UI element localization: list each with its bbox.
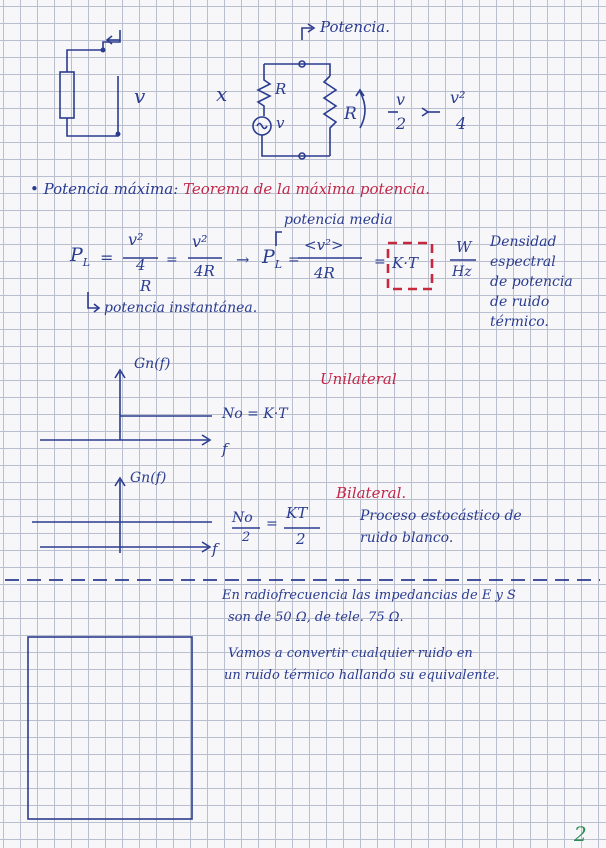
graph2-ylabel: Gn(f) xyxy=(130,470,167,486)
arrow-1: → xyxy=(236,250,250,269)
eq-1: = xyxy=(100,248,114,267)
density-note-line: Densidad xyxy=(490,234,557,250)
density-note-line: de ruido xyxy=(490,294,550,310)
graph1-ylabel: Gn(f) xyxy=(134,356,171,372)
quarter-power-num: v² xyxy=(450,88,466,107)
voltage-label: v xyxy=(134,84,146,108)
graph2-level-num: No xyxy=(232,510,253,526)
text-line-4: un ruido térmico hallando su equivalente. xyxy=(224,668,500,683)
graph2-note-2: ruido blanco. xyxy=(360,530,454,546)
drawing-box xyxy=(28,637,192,819)
bullet: • xyxy=(30,180,39,198)
potencia-media-label: potencia media xyxy=(284,212,393,228)
potencia-label: Potencia. xyxy=(320,18,390,36)
density-note-line: de potencia xyxy=(490,274,573,290)
eq-2: = xyxy=(166,252,178,268)
four-r-den-2: 4R xyxy=(314,264,335,282)
heading-prefix: Potencia máxima: xyxy=(43,180,179,198)
eq-4: = xyxy=(374,254,386,270)
pl-symbol: $P_L$ xyxy=(70,244,91,269)
v2-num-b: v² xyxy=(192,232,208,251)
graph2-note-1: Proceso estocástico de xyxy=(360,508,522,524)
text-line-3: Vamos a convertir cualquier ruido en xyxy=(228,646,473,661)
source-voltage-label: v xyxy=(276,114,285,132)
density-note xyxy=(490,232,573,332)
eq-3: = xyxy=(288,252,300,268)
section-heading xyxy=(30,180,430,198)
v2-num: v² xyxy=(128,230,144,249)
load-resistor-label: R xyxy=(344,104,357,124)
graph2-eq: = xyxy=(266,516,278,532)
four-r-den: 4R xyxy=(194,262,215,280)
graph1-level: No = K·T xyxy=(222,406,288,422)
graph1-xlabel: f xyxy=(222,440,228,458)
heading-title: Teorema de la máxima potencia. xyxy=(183,180,431,198)
potencia-instantanea-label: potencia instantánea. xyxy=(104,300,258,316)
graph1-axes xyxy=(40,370,212,445)
text-line-2: son de 50 Ω, de tele. 75 Ω. xyxy=(228,610,404,625)
density-note-line: espectral xyxy=(490,254,556,270)
left-circuit xyxy=(60,30,121,137)
graph2-kt-num: KT xyxy=(286,504,308,522)
r-den: R xyxy=(140,277,152,295)
pl-symbol-2: $P_L$ xyxy=(262,246,283,271)
half-voltage-den: 2 xyxy=(396,114,407,133)
graph2-title: Bilateral. xyxy=(336,484,407,502)
mean-v2: <v²> xyxy=(304,236,344,254)
graph2-level-den: 2 xyxy=(242,530,251,545)
kt-value: K·T xyxy=(392,254,418,272)
graph1-title: Unilateral xyxy=(320,370,397,388)
half-voltage-num: v xyxy=(396,90,406,109)
graph2-kt-den: 2 xyxy=(296,530,306,548)
graph2-xlabel: f xyxy=(212,540,218,558)
times-mark: x xyxy=(216,82,228,106)
four-den: 4 xyxy=(136,256,146,274)
unit-hz: Hz xyxy=(452,264,472,280)
density-note-line: térmico. xyxy=(490,314,549,330)
page-number: 2 xyxy=(574,822,587,846)
source-resistor-label: R xyxy=(275,80,287,98)
text-line-1: En radiofrecuencia las impedancias de E y S xyxy=(222,588,516,603)
quarter-power-den: 4 xyxy=(456,114,467,133)
unit-w: W xyxy=(456,238,472,256)
